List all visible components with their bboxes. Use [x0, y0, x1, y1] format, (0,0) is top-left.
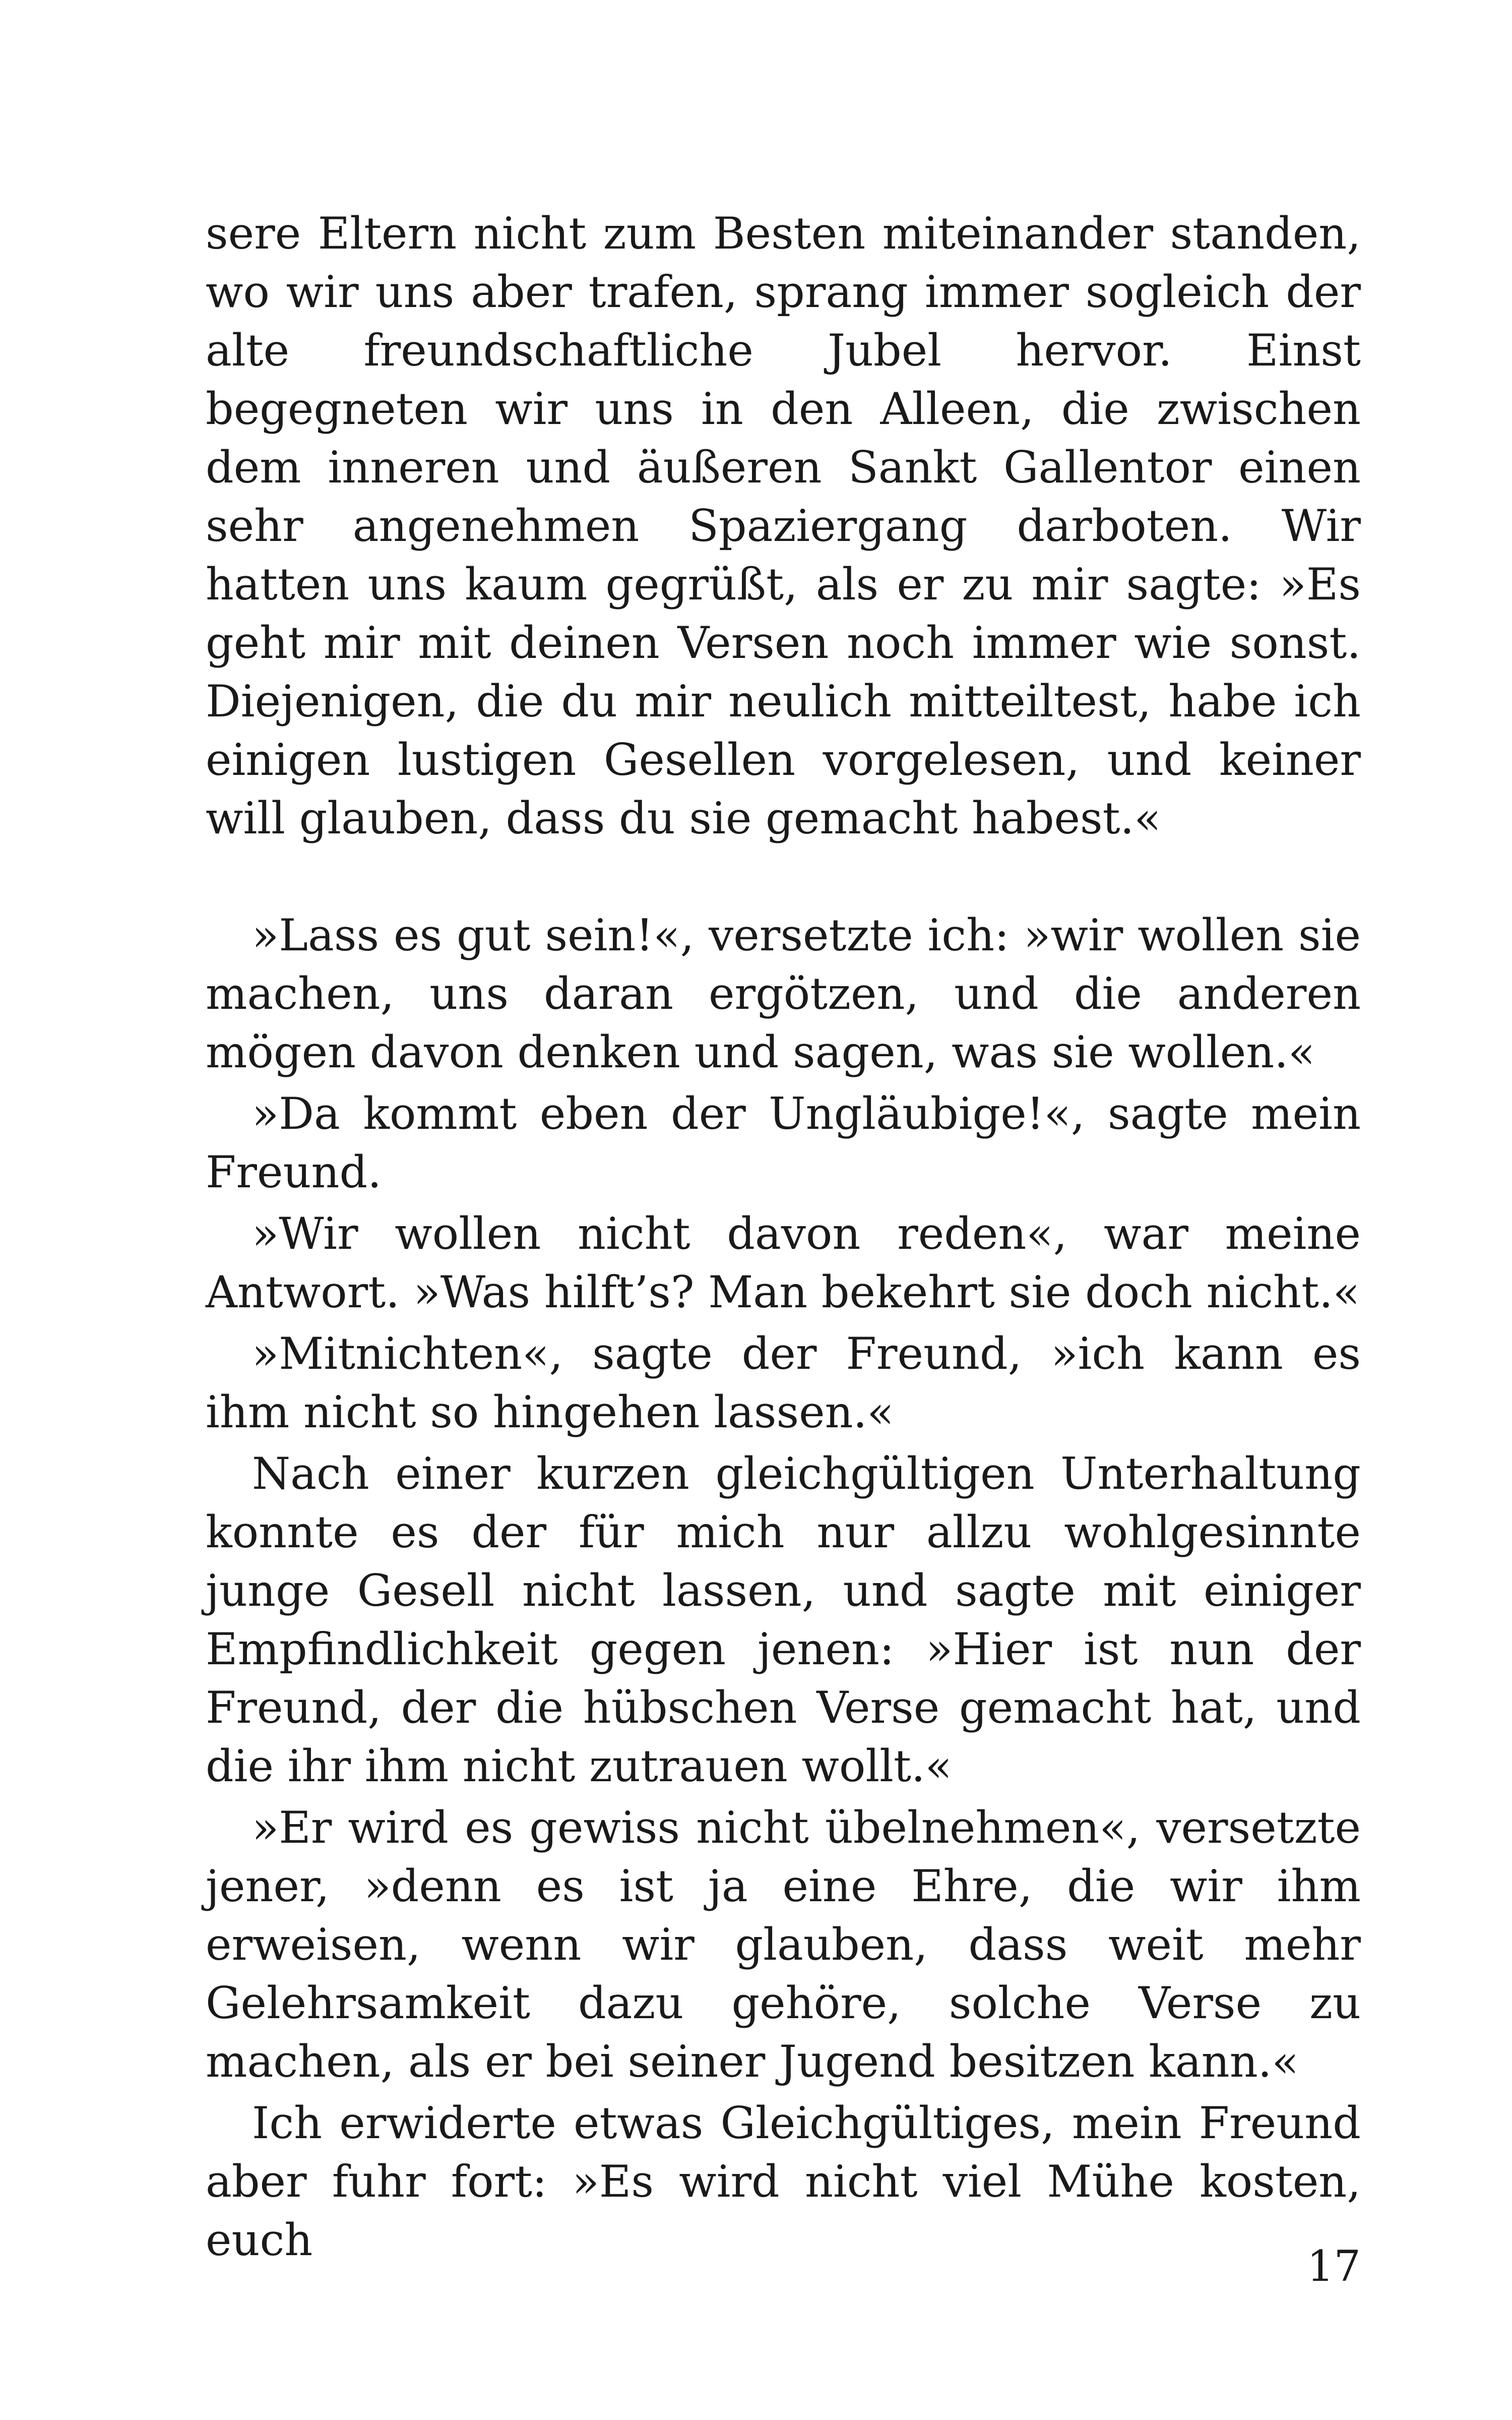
- paragraph-3: »Da kommt eben der Ungläubige!«, sagte mein Freund.: [206, 1088, 1361, 1198]
- paragraph-8: Ich erwiderte etwas Gleichgültiges, mein Freund aber fuhr fort: »Es wird nicht viel Mühe kosten, euch: [206, 2097, 1361, 2266]
- paragraph-7: »Er wird es gewiss nicht übelnehmen«, versetzte jener, »denn es ist ja eine Ehre, die wir ihm erweisen, wenn wir glauben, dass weit mehr Gelehrsamkeit dazu gehöre, solche Verse zu machen, als er bei seiner Jugend besitzen kann.«: [206, 1802, 1361, 2087]
- paragraph-2: »Lass es gut sein!«, versetzte ich: »wir wollen sie machen, uns daran ergötzen, und die anderen mögen davon denken und sagen, was sie wollen.«: [206, 910, 1361, 1078]
- paragraph-5: »Mitnichten«, sagte der Freund, »ich kann es ihm nicht so hingehen lassen.«: [206, 1328, 1361, 1438]
- body-text: [206, 204, 1361, 2269]
- paragraph-4: »Wir wollen nicht davon reden«, war meine Antwort. »Was hilft’s? Man bekehrt sie doch nicht.«: [206, 1208, 1361, 1318]
- paragraph-6: Nach einer kurzen gleichgültigen Unterhaltung konnte es der für mich nur allzu wohlgesinnte junge Gesell nicht lassen, und sagte mit einiger Empfindlichkeit gegen jenen: »Hier ist nun der Freund, der die hübschen Verse gemacht hat, und die ihr ihm nicht zutrauen wollt.«: [206, 1448, 1361, 1792]
- page-number: 17: [1307, 2242, 1361, 2291]
- paragraph-1: sere Eltern nicht zum Besten miteinander standen, wo wir uns aber trafen, sprang immer sogleich der alte freundschaftliche Jubel hervor. Einst begegneten wir uns in den Alleen, die zwischen dem inneren und äußeren Sankt Gallentor einen sehr angenehmen Spaziergang darboten. Wir hatten uns kaum gegrüßt, als er zu mir sagte: »Es geht mir mit deinen Versen noch immer wie sonst. Diejenigen, die du mir neulich mitteiltest, habe ich einigen lustigen Gesellen vorgelesen, und keiner will glauben, dass du sie gemacht habest.«: [206, 208, 1361, 844]
